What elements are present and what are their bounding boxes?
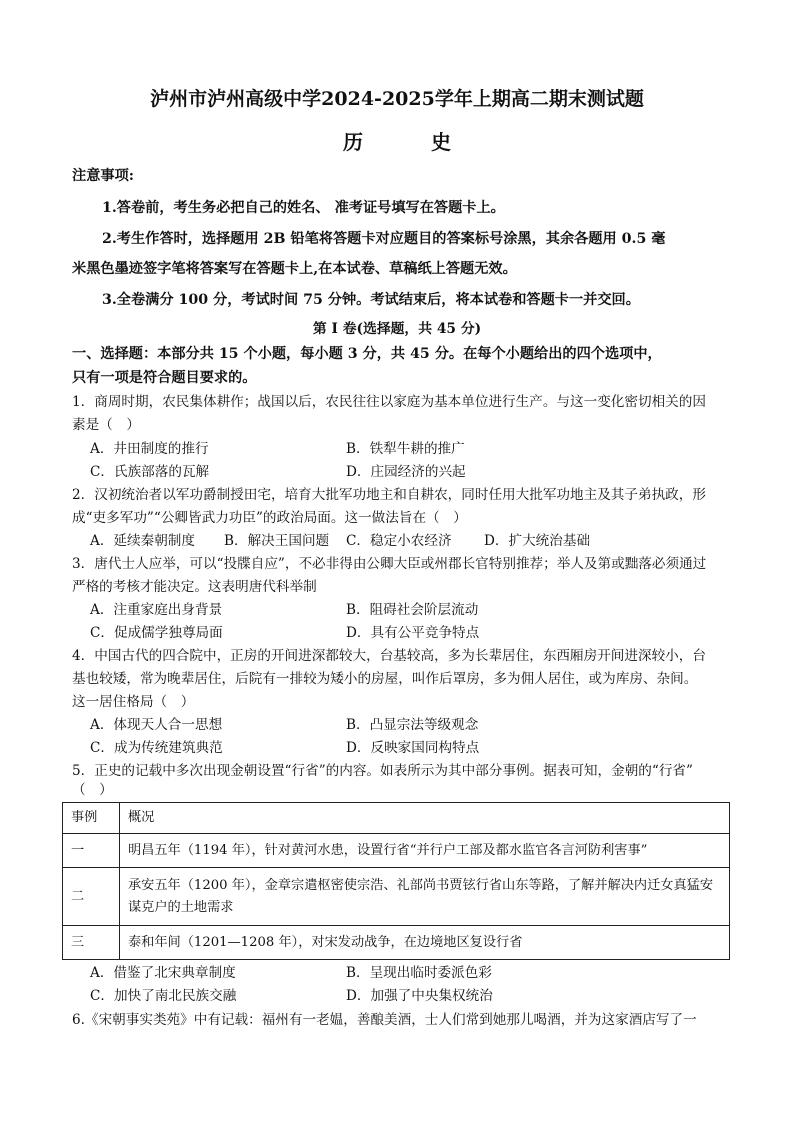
q1-stem-1: 1．商周时期，农民集体耕作；战国以后，农民往往以家庭为基本单位进行生产。与这一变化密切相关的因 [72, 394, 706, 410]
notice-item-1: 1.答卷前，考生务必把自己的姓名、 准考证号填写在答题卡上。 [102, 200, 505, 216]
table-row [63, 834, 730, 868]
table-cell: 三 [63, 926, 120, 960]
q3-option-b: B．阻碍社会阶层流动 [346, 602, 479, 618]
notice-item-3: 3.全卷满分 100 分，考试时间 75 分钟。考试结束后，将本试卷和答题卡一并交回。 [102, 292, 640, 308]
q4-option-b: B．凸显宗法等级观念 [346, 717, 479, 733]
notice-heading: 注意事项: [72, 168, 134, 184]
table-header-cell: 概况 [120, 803, 730, 834]
exam-title: 泸州市泸州高级中学2024-2025学年上期高二期末测试题 [150, 88, 644, 110]
table-cell: 明昌五年（1194 年），针对黄河水患，设置行省“并行户工部及都水监官各言河防利害事” [120, 834, 730, 868]
section-intro-2: 只有一项是符合题目要求的。 [72, 370, 257, 386]
q5-stem-1: 5．正史的记载中多次出现金朝设置“行省”的内容。如表所示为其中部分事例。据表可知，金朝的“行省” [72, 763, 693, 779]
table-cell: 泰和年间（1201—1208 年），对宋发动战争，在边境地区复设行省 [120, 926, 730, 960]
section-title: 第 I 卷(选择题，共 45 分) [312, 321, 482, 337]
q4-stem-3: 这一居住格局（ ） [72, 694, 195, 710]
q5-stem-2: （ ） [72, 782, 113, 798]
exam-subject: 历 史 [343, 130, 475, 154]
section-intro-1: 一、选择题：本部分共 15 个小题，每小题 3 分，共 45 分。在每个小题给出的四个选项中， [72, 346, 662, 362]
q2-option-a: A．延续秦朝制度 [90, 533, 195, 549]
q4-stem-2: 基也较矮，常为晚辈居住，后院有一排较为矮小的房屋，叫作后罩房，多为佣人居住，或为库房、杂间。 [72, 671, 698, 687]
q5-option-a: A．借鉴了北宋典章制度 [90, 965, 236, 981]
q6-stem-1: 6.《宋朝事实类苑》中有记载：福州有一老媪，善酿美酒，士人们常到她那儿喝酒，并为这家酒店写了一 [72, 1012, 697, 1028]
q1-option-d: D．庄园经济的兴起 [346, 464, 466, 480]
q3-stem-2: 严格的考核才能决定。这表明唐代科举制 [72, 579, 317, 595]
q2-stem-1: 2．汉初统治者以军功爵制授田宅，培育大批军功地主和自耕农，同时任用大批军功地主及其子弟执政，形 [72, 487, 706, 503]
q1-option-b: B．铁犁牛耕的推广 [346, 441, 465, 457]
table-header-row [63, 803, 730, 834]
q1-option-c: C．氏族部落的瓦解 [90, 464, 210, 480]
table-cell: 承安五年（1200 年），金章宗遣枢密使宗浩、礼部尚书贾铉行省山东等路，了解并解决内迁女真猛安谋克户的土地需求 [120, 868, 730, 926]
q3-option-c: C．促成儒学独尊局面 [90, 625, 223, 641]
q1-stem-2: 素是（ ） [72, 417, 140, 433]
q5-option-c: C．加快了南北民族交融 [90, 988, 237, 1004]
table-cell: 二 [63, 868, 120, 926]
q4-stem-1: 4．中国古代的四合院中，正房的开间进深都较大，台基较高，多为长辈居住，东西厢房开间进深较小，台 [72, 648, 706, 664]
table-row [63, 868, 730, 926]
table-row [63, 926, 730, 960]
q4-option-d: D．反映家国同构特点 [346, 740, 480, 756]
q2-option-b: B．解决王国问题 [224, 533, 330, 549]
q5-events-table [62, 802, 730, 960]
notice-item-2-cont: 米黑色墨迹签字笔将答案写在答题卡上,在本试卷、草稿纸上答题无效。 [72, 261, 517, 277]
table-header-cell: 事例 [63, 803, 120, 834]
q2-stem-2: 成“吏多军功”“公卿皆武力功臣”的政治局面。这一做法旨在（ ） [72, 510, 467, 526]
q5-option-d: D．加强了中央集权统治 [346, 988, 493, 1004]
q4-option-a: A．体现天人合一思想 [90, 717, 223, 733]
q1-option-a: A．井田制度的推行 [90, 441, 209, 457]
q5-option-b: B．呈现出临时委派色彩 [346, 965, 492, 981]
q4-option-c: C．成为传统建筑典范 [90, 740, 223, 756]
q3-stem-1: 3．唐代士人应举，可以“投牒自应”，不必非得由公卿大臣或州郡长官特别推荐；举人及第或黜落必须通过 [72, 556, 707, 572]
table-cell: 一 [63, 834, 120, 868]
notice-item-2: 2.考生作答时，选择题用 2B 铅笔将答题卡对应题目的答案标号涂黑，其余各题用 0.5 毫 [102, 231, 666, 247]
q2-option-d: D．扩大统治基础 [484, 533, 591, 549]
q3-option-d: D．具有公平竞争特点 [346, 625, 480, 641]
q3-option-a: A．注重家庭出身背景 [90, 602, 223, 618]
q2-option-c: C．稳定小农经济 [346, 533, 452, 549]
